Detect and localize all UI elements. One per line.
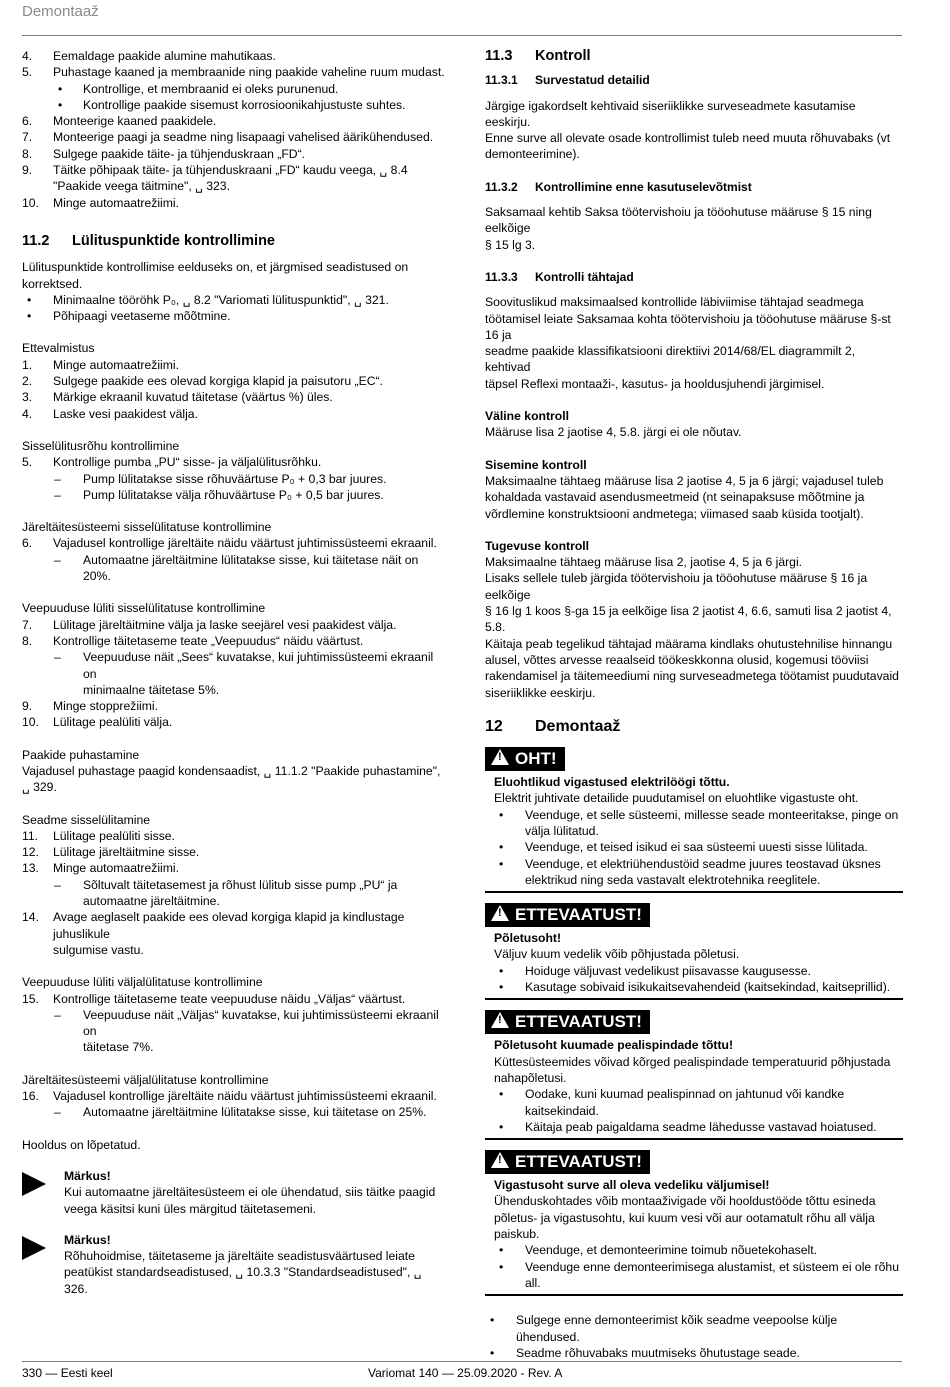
bullet-item: • Põhipaagi veetaseme mõõtmine. [27,309,231,324]
list-item: 10. Minge automaatrežiimi. [22,195,179,210]
paragraph: korrektsed. [22,276,83,291]
paragraph: § 16 lg 1 koos §-ga 15 ja eelkõige lisa 2 jaotist 4, 6.6, samuti lisa 2 jaotist 4, 5.8. [485,604,892,635]
warning-text: nahapõletusi. [494,1070,567,1085]
dash-item: – Pump lülitatakse välja rõhuväärtuse P₀ + 0,5 bar juures. [54,487,384,502]
dash-item-continued: automaatne järeltäitmine. [83,894,220,909]
list-item: 5. Kontrollige pumba „PU“ sisse- ja väljalülitusrõhku. [22,455,322,470]
dash-item-continued: minimaalne täitetase 5%. [83,682,220,697]
note-arrow-icon [22,1172,46,1196]
list-item: 5. Puhastage kaaned ja membraanide ning paakide vaheline ruum mudast. [22,65,445,80]
paragraph: võrdlemine konstruktsiooni andmetega; viimased saab küsida tootjalt). [485,506,864,521]
dash-item: – Pump lülitatakse sisse rõhuväärtuse P₀ + 0,3 bar juures. [54,471,387,486]
warning-bullet-continued: all. [525,1275,541,1290]
paragraph-title: Tugevuse kontroll [485,538,590,553]
paragraph: § 15 lg 3. [485,237,536,252]
paragraph: Saksamaal kehtib Saksa töötervishoiu ja tööohutuse määruse § 15 ning eelkõige [485,205,872,236]
warning-bullet-continued: kaitsekindaid. [525,1103,599,1118]
warning-title: Vigastusoht surve all oleva vedeliku väljumisel! [494,1178,770,1193]
list-item: 6. Monteerige kaaned paakidele. [22,114,217,129]
note-title: Märkus! [64,1232,111,1247]
note-text: peatükist standardseadistused, ␣ 10.3.3 "Standardseadistused", ␣ 326. [64,1265,422,1296]
paragraph: Lisaks sellele tuleb järgida töötervishoiu ja tööohutuse määruse § 16 ja eelkõige [485,571,868,602]
list-item: 9. Täitke põhipaak täite- ja tühjenduskraani „FD“ kaudu veega, ␣ 8.4 [22,163,408,178]
bullet-item: • Minimaalne tööröhk P₀, ␣ 8.2 "Variomati lülituspunktid", ␣ 321. [27,292,389,307]
caution-badge: !ETTEVAATUST! [485,903,650,927]
list-item: 4. Laske vesi paakidest välja. [22,406,198,421]
paragraph: Soovituslikud maksimaalsed kontrollide läbiviimise tähtajad seadmega [485,295,864,310]
warning-bullet: • Käitaja peab paigaldama seadme lähedusse vastavad hoiatused. [499,1119,877,1134]
subsection-heading: 11.3.1 Survestatud detailid [485,73,650,88]
list-item: 8. Sulgege paakide täite- ja tühjenduskraan „FD“. [22,146,306,161]
paragraph: Enne surve all olevate osade kontrollimist tuleb need muuta rõhuvabaks (vt [485,131,891,146]
caution-warning-box [485,1148,903,1296]
caution-badge: !ETTEVAATUST! [485,1010,650,1034]
warning-triangle-icon [491,905,509,921]
list-item: 14. Avage aeglaselt paakide ees olevad korgiga klapid ja kindlustage juhuslikule [22,910,405,941]
subsection-heading: 11.3.2 Kontrollimine enne kasutuselevõtmist [485,179,752,194]
warning-text: põletus- ja vigastusohtu, kui kuum vesi või aur ootamatult rõhu all välja [494,1210,875,1225]
note-box [22,1168,447,1217]
caution-warning-box [485,901,903,1000]
dash-item: – Veepuuduse näit „Sees“ kuvatakse, kui juhtimissüsteemi ekraanil on [54,650,434,681]
warning-bullet-continued: elektrikud ning seda vastavalt elektrotehnika reeglitele. [525,872,821,887]
bullet-item: • Seadme rõhuvabaks muutmiseks õhutustage seade. [490,1345,800,1360]
caution-badge: !ETTEVAATUST! [485,1150,650,1174]
running-header: Demontaaž [22,3,99,20]
paragraph: täpsel Reflexi montaaži-, kasutus- ja hooldusjuhendi järgimisel. [485,376,825,391]
paragraph: Vajadusel puhastage paagid kondensaadist, ␣ 11.1.2 "Paakide puhastamine", [22,763,441,778]
sub-bullet: • Kontrollige paakide sisemust korrosioonikahjustuste suhtes. [58,97,406,112]
paragraph: rakendamisel ja täitemeediumi ning surveseadmetega töötamist puudutavaid [485,669,899,684]
list-item: 11. Lülitage pealüliti sisse. [22,828,175,843]
warning-bullet: • Veenduge, et demonteerimine toimub nõuetekohaselt. [499,1243,818,1258]
footer-rule [22,1361,902,1362]
right-column [485,48,903,1361]
list-item: 8. Kontrollige täitetaseme teate „Veepuudus“ näidu väärtust. [22,633,364,648]
list-item: 6. Vajadusel kontrollige järeltäite näidu väärtust juhtimissüsteemi ekraanil. [22,536,437,551]
warning-title: Põletusoht! [494,931,562,946]
subsection-title: Veepuuduse lüliti väljalülitatuse kontrollimine [22,975,263,990]
paragraph-title: Sisemine kontroll [485,457,587,472]
note-box [22,1232,447,1297]
paragraph: Lülituspunktide kontrollimise eelduseks on, et järgmised seadistused on [22,260,409,275]
warning-bullet-continued: välja lülitatud. [525,823,599,838]
paragraph: demonteerimine). [485,147,580,162]
subsection-title: Paakide puhastamine [22,747,140,762]
warning-bullet: • Kasutage sobivaid isikukaitsevahendeid (kaitsekindad, kaitseprillid). [499,980,891,995]
warning-bullet: • Hoiduge väljuvast vedelikust piisavasse kaugusesse. [499,963,811,978]
list-item: 9. Minge stopprežiimi. [22,699,158,714]
subsection-title: Järeltäitesüsteemi sisselülitatuse kontrollimine [22,520,272,535]
warning-bullet: • Veenduge, et teised isikud ei saa süsteemi uuesti sisse lülitada. [499,840,868,855]
section-heading-11-2: 11.2 Lülituspunktide kontrollimine [22,232,275,249]
list-item: 4. Eemaldage paakide alumine mahutikaas. [22,49,276,63]
list-item-continued: sulgumise vastu. [53,942,144,957]
list-item: 10. Lülitage pealüliti välja. [22,715,173,730]
list-item: 2. Sulgege paakide ees olevad korgiga klapid ja paisutoru „EC“. [22,374,383,389]
subsection-title: Sisselülitusrõhu kontrollimine [22,438,180,453]
paragraph: alusel, võttes arvesse reaalseid töökeskkonna olusid, kogemusi tööviisi [485,652,869,667]
list-item: 7. Monteerige paagi ja seadme ning lisapaagi vahelised äärikühendused. [22,130,434,145]
list-item: 7. Lülitage järeltäitmine välja ja laske seejärel vesi paakidest välja. [22,617,397,632]
subsection-title: Seadme sisselülitamine [22,812,151,827]
warning-triangle-icon [491,749,509,765]
danger-badge: !OHT! [485,747,565,771]
warning-bullet: • Oodake, kuni kuumad pealispinnad on jahtunud või kandke [499,1087,845,1102]
paragraph: Hooldus on lõpetatud. [22,1137,141,1152]
note-text: veega käsitsi kuni üles märgitud täitetasemeni. [64,1201,317,1216]
warning-text: Küttesüsteemides võivad kõrged pealispindade temperatuurid põhjustada [494,1054,891,1069]
warning-title: Põletusoht kuumade pealispindade tõttu! [494,1038,734,1053]
dash-item: – Sõltuvalt täitetasemest ja rõhust lülitub sisse pump „PU“ ja [54,877,398,892]
warning-bullet: • Veenduge, et elektriühendustöid seadme juures teostavad üksnes [499,856,881,871]
paragraph: kohaldada vastavaid asendusmeetmeid (nt seinapaksuse mõõtmine ja [485,490,865,505]
paragraph-title: Väline kontroll [485,409,569,424]
warning-title: Eluohtlikud vigastused elektrilöögi tõttu. [494,775,730,790]
note-text: Rõhuhoidmise, täitetaseme ja järeltäite seadistusväärtused leiate [64,1249,415,1264]
warning-text: Ühenduskohtades võib montaaživigade või hooldustööde tõttu esineda [494,1194,876,1209]
footer-page-number: 330 — Eesti keel [22,1366,113,1380]
warning-bullet: • Veenduge, et selle süsteemi, millesse seade monteeritakse, pinge on [499,807,899,822]
paragraph: Määruse lisa 2 jaotise 4, 5.8. järgi ei ole nõutav. [485,425,742,440]
note-arrow-icon [22,1236,46,1260]
paragraph: Järgige igakordselt kehtivaid siseriiklikke surveseadmete kasutamise eeskirju. [485,98,856,129]
dash-item-continued: täitetase 7%. [83,1040,154,1055]
header-rule [22,35,902,36]
warning-triangle-icon [491,1012,509,1028]
paragraph: siseriiklikke eeskirju. [485,685,596,700]
list-item: 15. Kontrollige täitetaseme teate veepuuduse näidu „Väljas“ väärtust. [22,991,406,1006]
subsection-heading: 11.3.3 Kontrolli tähtajad [485,269,634,284]
dash-item: – Veepuuduse näit „Väljas“ kuvatakse, kui juhtimissüsteemi ekraanil on [54,1007,439,1039]
paragraph: Käitaja peab tegelikud tähtajad määrama kindlaks ohutustehnilise hinnangu [485,636,893,651]
dash-item: – Automaatne järeltäitmine lülitatakse sisse, kui täitetase näit on [54,552,419,567]
paragraph: töötamisel leiate Saksamaa kohta töötervishoiu ja tööohutuse määruse §-st 16 ja [485,311,891,342]
list-item: 1. Minge automaatrežiimi. [22,357,179,372]
paragraph: seadme paakide klassifikatsiooni direktiivi 2014/68/EL diagrammilt 2, kehtivad [485,344,856,375]
list-item-continued: "Paakide veega täitmine", ␣ 323. [53,179,230,194]
list-item: 16. Vajadusel kontrollige järeltäite näidu väärtust juhtimissüsteemi ekraanil. [22,1089,437,1104]
warning-bullet: • Veenduge enne demonteerimisega alustamist, et süsteem ei ole rõhu [499,1259,899,1274]
paragraph: Maksimaalne tähtaeg määruse lisa 2 jaotise 4, 5 ja 6 järgi; vajadusel tuleb [485,473,884,488]
subsection-title: Veepuuduse lüliti sisselülitatuse kontrollimine [22,601,266,616]
paragraph: Maksimaalne tähtaeg määruse lisa 2, jaotise 4, 5 ja 6 järgi. [485,555,803,570]
warning-triangle-icon [491,1152,509,1168]
warning-text: Väljuv kuum vedelik võib põhjustada põletusi. [494,947,740,962]
dash-item: – Automaatne järeltäitmine lülitatakse sisse, kui täitetase on 25%. [54,1105,427,1120]
note-title: Märkus! [64,1168,111,1183]
subsection-title: Ettevalmistus [22,341,95,356]
caution-warning-box [485,1008,903,1140]
danger-warning-box [485,745,903,893]
note-text: Kui automaatne järeltäitesüsteem ei ole ühendatud, siis täitke paagid [64,1185,436,1200]
subsection-title: Järeltäitesüsteemi väljalülitatuse kontrollimine [22,1072,269,1087]
left-column [22,48,447,1297]
footer-document-info: Variomat 140 — 25.09.2020 - Rev. A [368,1366,563,1380]
chapter-heading-12: 12 Demontaaž [485,717,621,735]
list-item: 13. Minge automaatrežiimi. [22,861,179,876]
dash-item-continued: 20%. [83,569,111,584]
paragraph: ␣ 329. [22,780,57,795]
list-item: 3. Märkige ekraanil kuvatud täitetase (väärtus %) üles. [22,390,333,405]
list-item: 12. Lülitage järeltäitmine sisse. [22,845,200,860]
warning-text: paiskub. [494,1227,540,1242]
bullet-item: • Sulgege enne demonteerimist kõik seadme veepoolse külje ühendused. [490,1313,838,1344]
warning-text: Elektrit juhtivate detailide puudutamisel on eluohtlike vigastuste oht. [494,791,859,806]
sub-bullet: • Kontrollige, et membraanid ei oleks purunenud. [58,81,339,96]
section-heading-11-3: 11.3 Kontroll [485,48,591,64]
